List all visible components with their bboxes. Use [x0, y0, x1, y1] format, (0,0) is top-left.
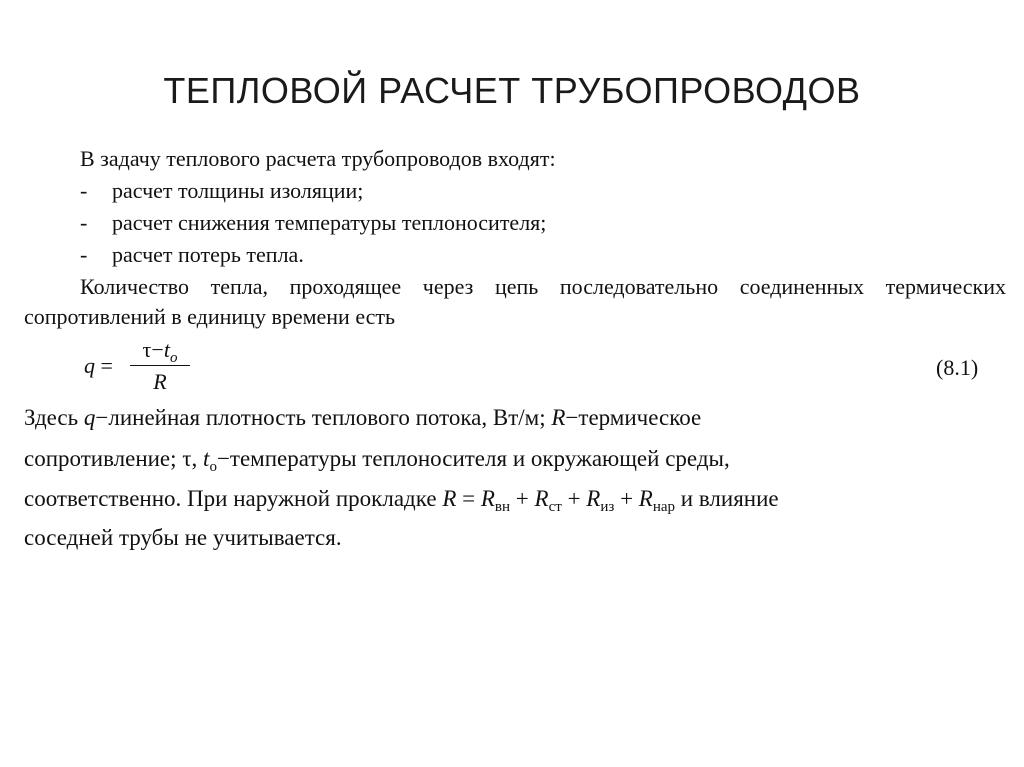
- sum-equals: =: [456, 486, 481, 511]
- symbol-tau: τ,: [182, 446, 198, 471]
- bullet-text: расчет толщины изоляции;: [112, 178, 364, 203]
- explanation-text: −термическое: [565, 405, 702, 430]
- formula-fraction: [130, 336, 190, 396]
- bullet-item: [80, 210, 546, 236]
- formula-numerator: [130, 336, 190, 364]
- r-iz: R: [586, 486, 601, 511]
- slide-title: ТЕПЛОВОЙ РАСЧЕТ ТРУБОПРОВОДОВ: [163, 70, 861, 111]
- explanation-text: и влияние: [675, 486, 779, 511]
- bullet-marker: -: [80, 178, 88, 203]
- formula-q: q: [84, 353, 95, 378]
- explanation-line-2: [24, 446, 730, 480]
- r-st: R: [534, 486, 549, 511]
- bullet-text: расчет снижения температуры теплоносителя;: [112, 210, 547, 235]
- symbol-t-sub: o: [209, 459, 217, 475]
- r-iz-sub: из: [600, 499, 615, 515]
- symbol-t: t: [197, 446, 210, 471]
- plus-sign: +: [561, 486, 587, 511]
- formula-denominator: R: [153, 369, 167, 394]
- explanation-line-3: [24, 486, 779, 520]
- symbol-r: R: [551, 405, 566, 430]
- explanation-line-4: [24, 525, 342, 551]
- r-nar-sub: нар: [652, 499, 676, 515]
- formula-minus: −: [151, 337, 164, 362]
- formula-tau: τ: [142, 337, 152, 362]
- explanation-text: соответственно. При наружной прокладке: [24, 486, 443, 511]
- explanation-text: −температуры теплоносителя и окружающей среды,: [216, 446, 730, 471]
- plus-sign: +: [614, 486, 639, 511]
- formula-t: t: [163, 337, 170, 362]
- bullet-marker: -: [80, 210, 88, 235]
- bullet-text: расчет потерь тепла.: [112, 242, 304, 267]
- intro-text: В задачу теплового расчета трубопроводов входят:: [80, 146, 556, 171]
- plus-sign: +: [510, 486, 535, 511]
- r-vn-sub: вн: [494, 499, 511, 515]
- r-vn: R: [480, 486, 495, 511]
- fraction-bar: [130, 365, 190, 366]
- explanation-text: сопротивление;: [24, 446, 183, 471]
- equation-number: (8.1): [936, 355, 979, 380]
- explanation-line-1: [24, 405, 701, 431]
- bullet-marker: -: [80, 242, 88, 267]
- paragraph: [24, 272, 1006, 332]
- formula-equals: =: [100, 353, 113, 378]
- explanation-text: соседней трубы не учитывается.: [24, 525, 342, 550]
- formula-lhs: [84, 353, 113, 379]
- explanation-text: Здесь: [24, 405, 84, 430]
- symbol-q: q: [83, 405, 96, 430]
- r-nar: R: [638, 486, 653, 511]
- paragraph-text: Количество тепла, проходящее через цепь последовательно соединенных термических сопротивлений в единицу времени есть: [24, 274, 1006, 329]
- sum-r: R: [442, 486, 457, 511]
- r-st-sub: ст: [548, 499, 562, 515]
- explanation-text: −линейная плотность теплового потока, Вт/м;: [95, 405, 552, 430]
- formula-t-sub: o: [169, 350, 178, 366]
- bullet-item: [80, 242, 304, 268]
- bullet-item: [80, 178, 363, 204]
